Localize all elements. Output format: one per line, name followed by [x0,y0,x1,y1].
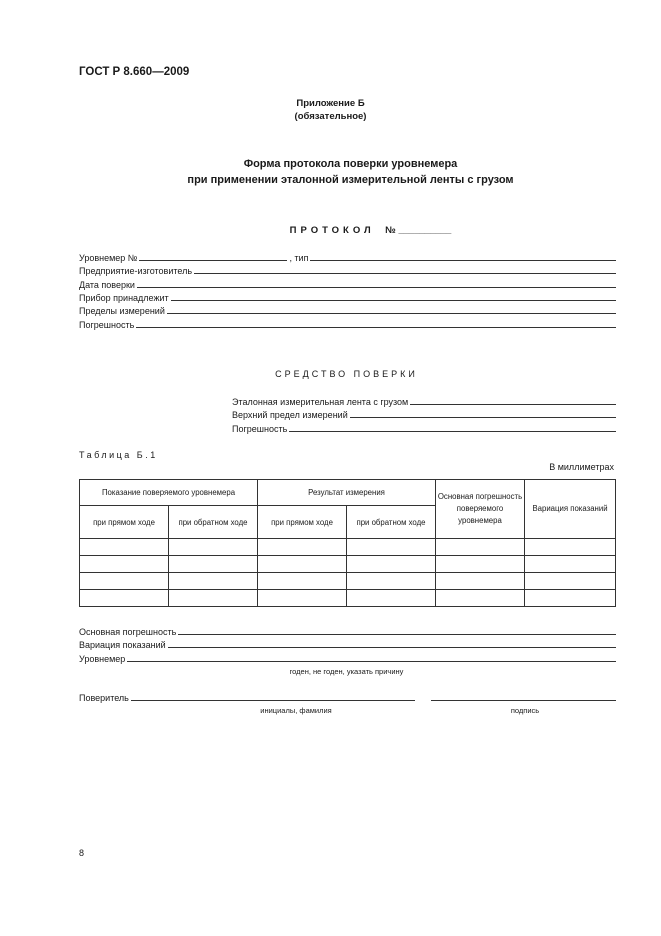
table-cell[interactable] [436,573,525,590]
means-error-line[interactable] [289,422,616,432]
verification-date-line[interactable] [137,278,616,288]
means-error [232,422,616,434]
appendix-title: Приложение Б [296,98,365,109]
table-cell[interactable] [258,573,347,590]
table-cell[interactable] [169,539,258,556]
table-row [80,556,616,573]
field-level-gauge [79,251,616,263]
field-label: , тип [289,253,309,263]
field-label: Уровнемер [79,654,126,664]
table-cell[interactable] [258,539,347,556]
protocol-number: № __________ [385,225,452,236]
field-label: Погрешность [79,320,135,330]
field-label: Погрешность [232,424,288,434]
table-cell[interactable] [436,590,525,607]
header-reading-reverse: при обратном ходе [169,506,258,539]
field-label: Эталонная измерительная лента с грузом [232,397,409,407]
field-label: Верхний предел измерений [232,410,348,420]
table-row [80,539,616,556]
form-title-line2: при применении эталонной измерительной ленты с грузом [187,174,514,186]
table-row [80,573,616,590]
table-cell[interactable] [347,573,436,590]
table-cell[interactable] [80,539,169,556]
conclusion-basic-error [79,625,616,637]
table-cell[interactable] [347,539,436,556]
verdict-line[interactable] [127,652,616,662]
basic-error-line[interactable] [178,625,616,635]
verifier-label: Поверитель [79,693,129,703]
verifier-signature-line[interactable] [431,691,616,701]
table-cell[interactable] [347,556,436,573]
results-table [79,479,616,607]
table-cell[interactable] [436,556,525,573]
field-label: Основная погрешность [79,627,177,637]
table-cell[interactable] [169,573,258,590]
field-label: Дата поверки [79,280,135,290]
type-line[interactable] [310,251,616,261]
upper-limit-line[interactable] [350,408,616,418]
form-title [20,156,661,188]
table-cell[interactable] [436,539,525,556]
header-result: Результат измерения [258,480,436,506]
table-cell[interactable] [525,590,616,607]
verifier-name-line[interactable] [131,691,415,701]
table-cell[interactable] [80,590,169,607]
table-row [80,590,616,607]
header-basic-error: Основная погрешность поверяемого уровнемера [436,480,525,539]
field-label: Пределы измерений [79,306,165,316]
conclusion-level-gauge [79,652,616,664]
table-cell[interactable] [525,573,616,590]
header-result-forward: при прямом ходе [258,506,347,539]
header-reading-forward: при прямом ходе [80,506,169,539]
verdict-hint: годен, не годен, указать причину [289,667,404,676]
table-cell[interactable] [525,556,616,573]
manufacturer-line[interactable] [194,264,616,274]
table-cell[interactable] [258,590,347,607]
conclusion-variation [79,638,616,650]
table-cell[interactable] [347,590,436,607]
variation-line[interactable] [168,638,616,648]
name-hint: инициалы, фамилия [260,706,332,715]
means-tape [232,395,616,407]
header-result-reverse: при обратном ходе [347,506,436,539]
table-cell[interactable] [525,539,616,556]
sign-hint: подпись [510,706,540,715]
means-title: СРЕДСТВО ПОВЕРКИ [275,369,418,379]
appendix-note: (обязательное) [294,111,367,122]
field-label: Уровнемер № [79,253,138,263]
level-gauge-number-line[interactable] [139,251,287,261]
field-manufacturer [79,264,616,276]
table-cell[interactable] [169,590,258,607]
owner-line[interactable] [171,291,616,301]
field-owner [79,291,616,303]
table-cell[interactable] [169,556,258,573]
protocol-word: ПРОТОКОЛ [289,225,375,236]
form-title-line1: Форма протокола поверки уровнемера [243,158,458,170]
field-label: Предприятие-изготовитель [79,266,193,276]
field-error [79,318,616,330]
table-cell[interactable] [80,573,169,590]
field-label: Вариация показаний [79,640,166,650]
protocol-heading [40,225,661,236]
table-cell[interactable] [80,556,169,573]
table-caption: Таблица Б.1 [79,450,158,460]
field-measurement-limits [79,304,616,316]
measurement-limits-line[interactable] [167,304,616,314]
table-cell[interactable] [258,556,347,573]
table-units: В миллиметрах [549,462,614,472]
page-number: 8 [79,848,85,858]
appendix-heading [0,97,661,123]
header-variation: Вариация показаний [525,480,616,539]
header-reading: Показание поверяемого уровнемера [80,480,258,506]
signature-row [79,691,616,703]
means-upper-limit [232,408,616,420]
document-code: ГОСТ Р 8.660—2009 [79,66,190,78]
error-line[interactable] [136,318,616,328]
tape-line[interactable] [410,395,616,405]
field-verification-date [79,278,616,290]
field-label: Прибор принадлежит [79,293,169,303]
